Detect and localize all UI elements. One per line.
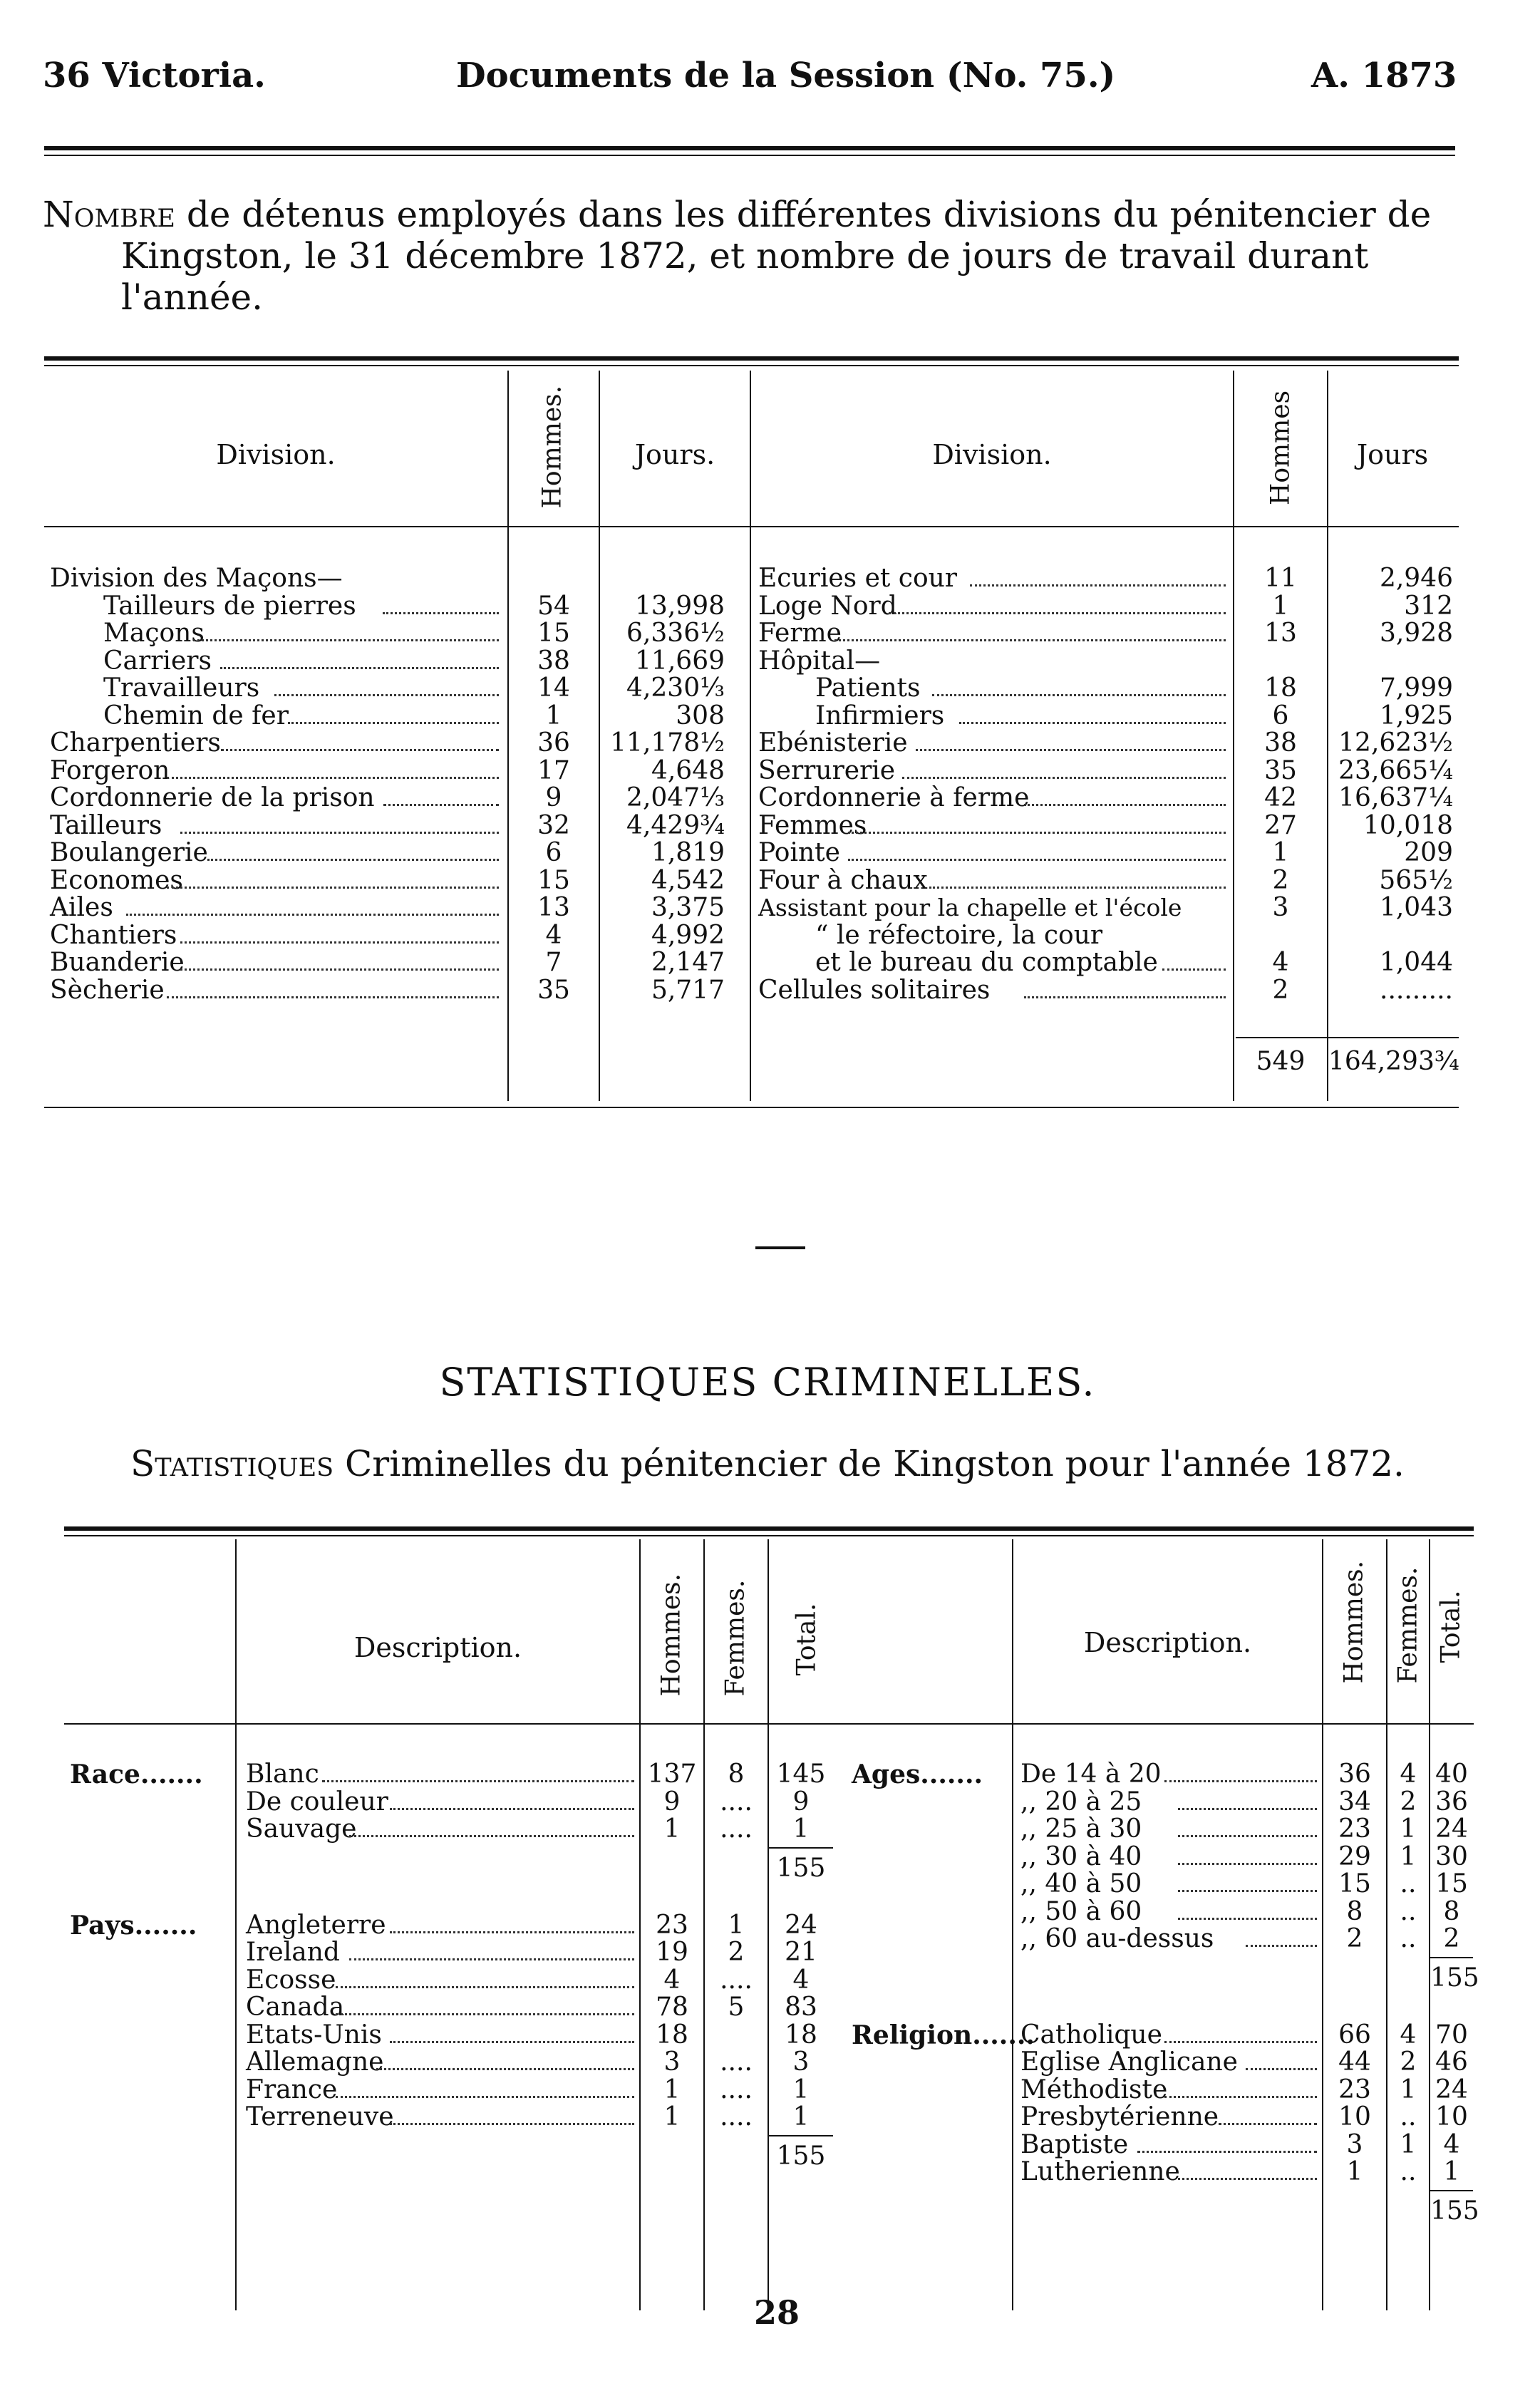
dot-leader [1024, 996, 1226, 998]
stats-row-label: Lutherienne [1020, 2157, 1180, 2186]
dot-leader [288, 722, 499, 724]
stats-row-total: 24 [1435, 1814, 1468, 1844]
dot-leader [889, 612, 1226, 614]
stats-head-rule [64, 1723, 1474, 1725]
stats-row-hommes: 29 [1338, 1842, 1371, 1871]
emp-left-row-hommes: 14 [537, 673, 570, 703]
stats-row-total: 83 [785, 1993, 817, 2022]
emp-left-row-label: Charpentiers [50, 728, 221, 758]
emp-left-row-jours: 4,992 [651, 921, 725, 950]
emp-left-row-jours: 4,429¾ [626, 811, 725, 840]
stats-row-femmes: .... [720, 1814, 753, 1844]
emp-right-row-label: Cordonnerie à ferme [758, 783, 1030, 812]
stats-category-ages: Ages....... [852, 1760, 983, 1789]
stats-row-femmes: 4 [1400, 2020, 1417, 2050]
dot-leader [167, 887, 499, 889]
emp-left-row-jours: 6,336½ [626, 619, 725, 648]
emp-left-row-label: Division des Maçons— [50, 564, 343, 593]
header-rule-thin [44, 155, 1455, 156]
stats-subtotal: 155 [1430, 1963, 1479, 1993]
subtotal-rule [769, 1847, 833, 1849]
stats-row-total: 36 [1435, 1787, 1468, 1817]
stats-row-label: Allemagne [246, 2047, 384, 2077]
emp-left-row-jours: 4,230⅓ [626, 673, 725, 703]
emp-left-row-jours: 4,542 [651, 866, 725, 895]
emp-col-division: Division. [216, 439, 336, 470]
employment-intro [43, 194, 1468, 318]
stats-row-hommes: 3 [1346, 2130, 1363, 2159]
emp-left-row-jours: 4,648 [651, 756, 725, 785]
stats-row-hommes: 15 [1338, 1869, 1371, 1898]
emp-col-hommes2: Hommes [1266, 390, 1296, 506]
dot-leader [390, 2041, 634, 2043]
emp-left-row-hommes: 13 [537, 893, 570, 922]
emp-vline-3 [750, 371, 751, 1101]
emp-left-row-label: Travailleurs [103, 673, 260, 703]
page-number: 28 [753, 2293, 800, 2332]
emp-left-row-label: Tailleurs de pierres [103, 591, 356, 621]
stats-row-total: 24 [785, 1911, 817, 1940]
stats-row-femmes: .... [720, 1787, 753, 1817]
dot-leader [221, 749, 499, 751]
stats-row-hommes: 23 [656, 1911, 688, 1940]
stats-row-femmes: .... [720, 2102, 753, 2131]
stats-row-hommes: 1 [663, 2075, 681, 2104]
stats-row-label: Terreneuve [246, 2102, 394, 2131]
dot-leader [349, 1958, 634, 1960]
stats-row-total: 2 [1443, 1924, 1460, 1953]
emp-left-row-hommes: 38 [537, 646, 570, 676]
stats-row-total: 21 [785, 1938, 817, 1967]
dot-leader [834, 639, 1226, 641]
dot-leader [959, 722, 1226, 724]
stats-row-label: Sauvage [246, 1814, 357, 1844]
dot-leader [932, 694, 1226, 696]
stats-row-label: France [246, 2075, 338, 2104]
dot-leader [207, 859, 499, 861]
stats-subtotal: 155 [1430, 2196, 1479, 2226]
dot-leader [220, 667, 499, 669]
emp-top-rule-thin [44, 365, 1459, 366]
stats-row-femmes: 1 [728, 1911, 745, 1940]
emp-right-row-label: Loge Nord [758, 591, 897, 621]
stats-row-total: 3 [792, 2047, 810, 2077]
emp-left-row-jours: 3,375 [651, 893, 725, 922]
emp-left-row-label: Sècherie [50, 976, 165, 1005]
emp-right-row-label: Ecuries et cour [758, 564, 958, 593]
emp-right-row-hommes: 42 [1264, 783, 1297, 812]
stats-subtitle-text: Criminelles du pénitencier de Kingston pour l'année 1872. [345, 1443, 1405, 1484]
stats-row-hommes: 10 [1338, 2102, 1371, 2131]
emp-left-row-hommes: 54 [537, 591, 570, 621]
emp-right-row-label: Serrurerie [758, 756, 896, 785]
dot-leader [180, 968, 499, 971]
dot-leader [390, 1931, 634, 1933]
emp-top-rule-thick [44, 356, 1459, 361]
dot-leader [322, 1780, 634, 1782]
stats-row-label: ,, 50 à 60 [1020, 1897, 1142, 1926]
stats-row-label: Presbytérienne [1020, 2102, 1219, 2131]
emp-left-row-jours: 308 [676, 701, 725, 730]
stats-row-total: 10 [1435, 2102, 1468, 2131]
stats-row-total: 145 [776, 1760, 826, 1789]
stats-col-femmes2: Femmes. [1393, 1566, 1423, 1684]
emp-right-row-jours: 7,999 [1379, 673, 1453, 703]
stats-row-total: 18 [785, 2020, 817, 2050]
stats-row-total: 4 [792, 1965, 810, 1995]
dot-leader [336, 1986, 634, 1988]
stats-row-femmes: .. [1400, 1869, 1417, 1898]
emp-left-row-label: Chantiers [50, 921, 177, 950]
emp-col-division2: Division. [932, 439, 1052, 470]
stats-subtitle [0, 1443, 1535, 1484]
dot-leader [916, 749, 1226, 751]
header-left: 36 Victoria. [43, 56, 266, 95]
emp-total-rule [1236, 1037, 1459, 1038]
emp-right-row-label: Femmes [758, 811, 867, 840]
dot-leader [180, 832, 499, 834]
stats-row-hommes: 3 [663, 2047, 681, 2077]
stats-col-total2: Total. [1436, 1590, 1466, 1663]
stats-row-hommes: 2 [1346, 1924, 1363, 1953]
dot-leader [1164, 1780, 1317, 1782]
dot-leader [848, 832, 1226, 834]
dot-leader [970, 584, 1226, 587]
stats-col-total: Total. [792, 1603, 822, 1676]
subtotal-rule [1430, 1957, 1473, 1958]
emp-left-row-label: Cordonnerie de la prison [50, 783, 375, 812]
dot-leader [167, 777, 499, 779]
stats-col-description: Description. [353, 1632, 522, 1663]
emp-right-row-label: Infirmiers [815, 701, 945, 730]
stats-row-femmes: 5 [728, 1993, 745, 2022]
emp-right-row-jours: 12,623½ [1338, 728, 1453, 758]
section-separator [755, 1246, 805, 1249]
emp-left-row-hommes: 6 [545, 838, 562, 867]
stats-col-hommes: Hommes. [656, 1573, 686, 1697]
emp-right-row-hommes: 2 [1272, 866, 1289, 895]
stats-row-hommes: 1 [663, 2102, 681, 2131]
emp-right-row-label: Four à chaux [758, 866, 928, 895]
emp-right-row-hommes: 18 [1264, 673, 1297, 703]
emp-left-row-jours: 5,717 [651, 976, 725, 1005]
emp-left-row-label: Maçons [103, 619, 205, 648]
stats-row-femmes: .. [1400, 2102, 1417, 2131]
emp-right-row-label: Ferme [758, 619, 842, 648]
emp-left-row-hommes: 32 [537, 811, 570, 840]
stats-row-total: 1 [792, 2075, 810, 2104]
emp-right-row-hommes: 3 [1272, 893, 1289, 922]
stats-row-hommes: 66 [1338, 2020, 1371, 2050]
emp-left-row-label: Chemin de fer [103, 701, 289, 730]
stats-category-pays: Pays....... [70, 1911, 197, 1941]
emp-total-hommes: 549 [1256, 1047, 1306, 1076]
subtotal-rule [1430, 2190, 1473, 2191]
stats-category-religion: Religion....... [852, 2020, 1035, 2050]
emp-right-row-jours: 10,018 [1363, 811, 1453, 840]
dot-leader [274, 694, 499, 696]
emp-col-jours: Jours. [634, 439, 715, 470]
emp-right-row-hommes: 1 [1272, 838, 1289, 867]
stats-row-label: Angleterre [246, 1911, 386, 1940]
stats-row-total: 46 [1435, 2047, 1468, 2077]
stats-row-hommes: 23 [1338, 2075, 1371, 2104]
emp-right-row-label: “ le réfectoire, la cour [815, 921, 1103, 950]
emp-right-row-jours: ......... [1380, 976, 1453, 1005]
stats-row-total: 40 [1435, 1760, 1468, 1789]
emp-right-row-jours: 3,928 [1379, 619, 1453, 648]
dot-leader [1219, 2123, 1317, 2125]
emp-left-row-hommes: 17 [537, 756, 570, 785]
dot-leader [180, 941, 499, 944]
dot-leader [376, 2068, 634, 2070]
stats-row-total: 4 [1443, 2130, 1460, 2159]
emp-right-row-hommes: 6 [1272, 701, 1289, 730]
emp-right-row-jours: 209 [1404, 838, 1453, 867]
stats-col-description2: Description. [1083, 1627, 1252, 1658]
stats-row-hommes: 1 [663, 1814, 681, 1844]
stats-row-femmes: 2 [1400, 1787, 1417, 1817]
stats-row-label: ,, 20 à 25 [1020, 1787, 1142, 1817]
emp-right-row-jours: 2,946 [1379, 564, 1453, 593]
emp-col-hommes: Hommes. [537, 385, 567, 509]
emp-left-row-jours: 13,998 [635, 591, 725, 621]
stats-row-hommes: 36 [1338, 1760, 1371, 1789]
header-rule-thick [44, 146, 1455, 150]
emp-left-row-hommes: 7 [545, 948, 562, 977]
emp-left-row-hommes: 15 [537, 866, 570, 895]
stats-row-total: 1 [792, 1814, 810, 1844]
dot-leader [1162, 968, 1226, 971]
dot-leader [1178, 1808, 1317, 1810]
emp-right-row-hommes: 13 [1264, 619, 1297, 648]
stats-col-femmes: Femmes. [720, 1579, 750, 1697]
emp-right-row-label: Pointe [758, 838, 840, 867]
emp-left-row-label: Buanderie [50, 948, 185, 977]
dot-leader [336, 2013, 634, 2015]
stats-row-hommes: 9 [663, 1787, 681, 1817]
stats-row-total: 8 [1443, 1897, 1460, 1926]
stats-row-total: 1 [1443, 2157, 1460, 2186]
stats-row-femmes: 2 [1400, 2047, 1417, 2077]
intro-lead: Nombre [43, 194, 175, 235]
stats-subtotal: 155 [776, 1854, 826, 1883]
stats-row-total: 30 [1435, 1842, 1468, 1871]
emp-left-row-jours: 2,147 [651, 948, 725, 977]
emp-left-row-label: Tailleurs [50, 811, 162, 840]
emp-left-row-hommes: 35 [537, 976, 570, 1005]
emp-col-jours2: Jours [1356, 439, 1429, 470]
stats-row-femmes: 2 [728, 1938, 745, 1967]
emp-right-row-jours: 565½ [1379, 866, 1453, 895]
dot-leader [1178, 1890, 1317, 1892]
dot-leader [1164, 2041, 1317, 2043]
stats-row-total: 1 [792, 2102, 810, 2131]
dot-leader [336, 2096, 634, 2098]
stats-row-total: 24 [1435, 2075, 1468, 2104]
emp-right-row-jours: 23,665¼ [1338, 756, 1453, 785]
emp-right-row-label: Patients [815, 673, 921, 703]
stats-row-femmes: .... [720, 2047, 753, 2077]
emp-right-row-jours: 16,637¼ [1338, 783, 1453, 812]
stats-row-label: Ireland [246, 1938, 340, 1967]
emp-right-row-label: Cellules solitaires [758, 976, 991, 1005]
stats-row-hommes: 34 [1338, 1787, 1371, 1817]
stats-row-label: ,, 40 à 50 [1020, 1869, 1142, 1898]
emp-left-row-label: Boulangerie [50, 838, 208, 867]
dot-leader [390, 2123, 634, 2125]
stats-row-total: 9 [792, 1787, 810, 1817]
stats-row-label: ,, 30 à 40 [1020, 1842, 1142, 1871]
stats-subtitle-lead: Statistiques [130, 1443, 334, 1484]
stats-row-hommes: 23 [1338, 1814, 1371, 1844]
header-right: A. 1873 [1311, 56, 1457, 95]
stats-row-label: Catholique [1020, 2020, 1162, 2050]
emp-right-row-jours: 1,044 [1379, 948, 1453, 977]
dot-leader [126, 914, 499, 916]
stats-row-femmes: .. [1400, 1897, 1417, 1926]
dot-leader [1246, 1945, 1317, 1947]
stats-row-label: Eglise Anglicane [1020, 2047, 1238, 2077]
stats-row-hommes: 4 [663, 1965, 681, 1995]
dot-leader [390, 1808, 634, 1810]
emp-head-rule [44, 526, 1459, 527]
emp-left-row-label: Forgeron [50, 756, 170, 785]
stats-row-total: 70 [1435, 2020, 1468, 2050]
emp-left-row-label: Ailes [50, 893, 113, 922]
stats-row-femmes: 8 [728, 1760, 745, 1789]
stats-row-femmes: .. [1400, 1924, 1417, 1953]
emp-right-row-jours: 1,043 [1379, 893, 1453, 922]
emp-left-row-jours: 1,819 [651, 838, 725, 867]
stats-row-femmes: 1 [1400, 1814, 1417, 1844]
emp-right-row-jours: 1,925 [1379, 701, 1453, 730]
stats-top-rule-thick [64, 1526, 1474, 1531]
dot-leader [1246, 2068, 1317, 2070]
dot-leader [1137, 2151, 1317, 2153]
stats-row-hommes: 19 [656, 1938, 688, 1967]
stats-row-label: Baptiste [1020, 2130, 1129, 2159]
dot-leader [1178, 1863, 1317, 1865]
dot-leader [383, 804, 499, 806]
stats-row-hommes: 18 [656, 2020, 688, 2050]
stats-row-femmes: 4 [1400, 1760, 1417, 1789]
emp-right-row-hommes: 35 [1264, 756, 1297, 785]
stats-row-hommes: 137 [647, 1760, 697, 1789]
stats-row-label: De 14 à 20 [1020, 1760, 1162, 1789]
dot-leader [383, 612, 499, 614]
stats-title: STATISTIQUES CRIMINELLES. [439, 1360, 1096, 1405]
emp-right-row-jours: 312 [1404, 591, 1453, 621]
emp-left-row-jours: 2,047⅓ [626, 783, 725, 812]
emp-left-row-hommes: 4 [545, 921, 562, 950]
emp-left-row-hommes: 9 [545, 783, 562, 812]
stats-row-label: Méthodiste [1020, 2075, 1168, 2104]
emp-left-row-label: Economes [50, 866, 183, 895]
stats-col-hommes2: Hommes. [1339, 1560, 1369, 1684]
intro-line1: de détenus employés dans les différentes divisions du pénitencier de [186, 194, 1432, 235]
stats-row-femmes: .... [720, 1965, 753, 1995]
intro-line2: Kingston, le 31 décembre 1872, et nombre de jours de travail durant [121, 235, 1369, 277]
stats-row-hommes: 1 [1346, 2157, 1363, 2186]
dot-leader [929, 887, 1226, 889]
emp-right-row-label: et le bureau du comptable [815, 948, 1158, 977]
dot-leader [193, 639, 499, 641]
emp-right-row-hommes: 38 [1264, 728, 1297, 758]
emp-right-row-label: Assistant pour la chapelle et l'école [758, 894, 1182, 921]
emp-left-row-jours: 11,669 [635, 646, 725, 676]
dot-leader [902, 777, 1226, 779]
subtotal-rule [769, 2135, 833, 2136]
dot-leader [1178, 2178, 1317, 2180]
stats-row-femmes: .. [1400, 2157, 1417, 2186]
emp-right-row-label: Ebénisterie [758, 728, 908, 758]
emp-right-row-hommes: 4 [1272, 948, 1289, 977]
stats-row-label: De couleur [246, 1787, 388, 1817]
stats-row-label: ,, 25 à 30 [1020, 1814, 1142, 1844]
stats-row-total: 15 [1435, 1869, 1468, 1898]
stats-top-rule-thin [64, 1535, 1474, 1536]
emp-left-row-hommes: 1 [545, 701, 562, 730]
stats-row-femmes: .... [720, 2075, 753, 2104]
emp-left-row-jours: 11,178½ [610, 728, 725, 758]
stats-row-femmes: 1 [1400, 1842, 1417, 1871]
dot-leader [349, 1835, 634, 1837]
dot-leader [848, 859, 1226, 861]
emp-right-row-hommes: 27 [1264, 811, 1297, 840]
stats-row-label: Ecosse [246, 1965, 336, 1995]
dot-leader [1164, 2096, 1317, 2098]
dot-leader [1178, 1835, 1317, 1837]
stats-row-label: Canada [246, 1993, 345, 2022]
stats-row-hommes: 8 [1346, 1897, 1363, 1926]
emp-right-row-hommes: 2 [1272, 976, 1289, 1005]
stats-row-label: ,, 60 au-dessus [1020, 1924, 1214, 1953]
stats-subtotal: 155 [776, 2141, 826, 2171]
emp-left-row-hommes: 15 [537, 619, 570, 648]
intro-line3: l'année. [121, 277, 264, 318]
stats-category-race: Race....... [70, 1760, 203, 1789]
emp-right-row-hommes: 11 [1264, 564, 1297, 593]
emp-right-row-label: Hôpital— [758, 646, 881, 676]
emp-bottom-rule [44, 1107, 1459, 1108]
stats-row-femmes: 1 [1400, 2130, 1417, 2159]
stats-row-label: Etats-Unis [246, 2020, 382, 2050]
dot-leader [167, 996, 499, 998]
emp-total-jours: 164,293¾ [1328, 1047, 1459, 1076]
header-center: Documents de la Session (No. 75.) [456, 56, 1116, 95]
emp-right-row-hommes: 1 [1272, 591, 1289, 621]
stats-row-hommes: 44 [1338, 2047, 1371, 2077]
dot-leader [1178, 1918, 1317, 1920]
dot-leader [1024, 804, 1226, 806]
emp-left-row-hommes: 36 [537, 728, 570, 758]
stats-row-hommes: 78 [656, 1993, 688, 2022]
stats-row-label: Blanc [246, 1760, 319, 1789]
emp-left-row-label: Carriers [103, 646, 212, 676]
stats-row-femmes: 1 [1400, 2075, 1417, 2104]
